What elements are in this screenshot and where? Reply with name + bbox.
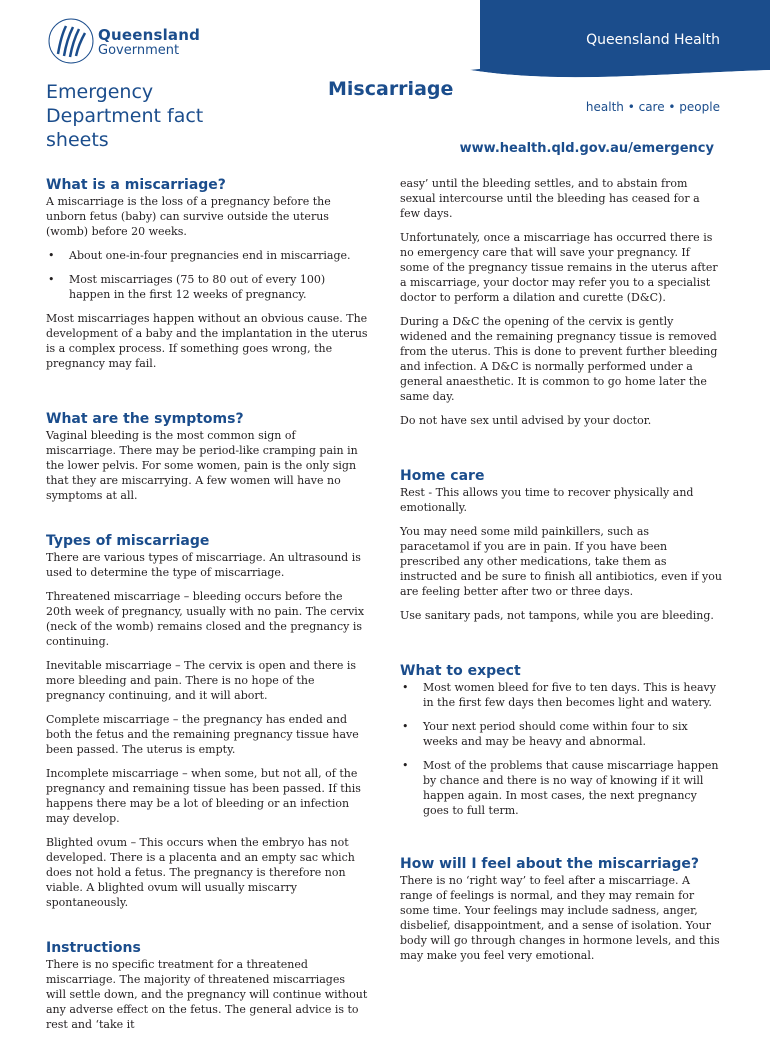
paragraph: Inevitable miscarriage – The cervix is open and there is more bleeding and pain. There is no hope of the pregnancy continuing, and it will abort. <box>46 659 356 702</box>
list-item: • Most women bleed for five to ten days. This is heavy in the first few days then becomes light and watery. <box>402 681 716 709</box>
logo-line2: Government <box>98 43 180 58</box>
paragraph: Rest - This allows you time to recover physically and emotionally. <box>400 486 694 514</box>
spacer <box>400 827 722 855</box>
page-header <box>0 0 770 158</box>
list-item: • Your next period should come within four to six weeks and may be heavy and abnormal. <box>402 720 688 748</box>
heading-types: Types of miscarriage <box>46 533 210 549</box>
list-item: • Most miscarriages (75 to 80 out of every 100) happen in the first 12 weeks of pregnancy. <box>48 273 326 301</box>
paragraph: Complete miscarriage – the pregnancy has ended and both the fetus and the remaining pregnancy tissue have been passed. The uterus is empty. <box>46 713 359 756</box>
paragraph: Blighted ovum – This occurs when the embryo has not developed. There is a placenta and an empty sac which does not hold a fetus. The pregnancy is therefore non viable. A blighted ovum will usually miscarry spontaneously. <box>46 836 355 909</box>
paragraph: Use sanitary pads, not tampons, while you are bleeding. <box>400 609 714 622</box>
paragraph: There is no ‘right way’ to feel after a miscarriage. A range of feelings is normal, and they may remain for some time. Your feelings may include sadness, anger, disbelief, disappointment, and a sense of isolation. Your body will go through changes in hormone levels, and this may make you feel very emotional. <box>400 874 720 962</box>
paragraph: A miscarriage is the loss of a pregnancy before the unborn fetus (baby) can survive outside the uterus (womb) before 20 weeks. <box>46 195 331 238</box>
sheet-title: Miscarriage <box>328 78 454 100</box>
heading-what-to-expect: What to expect <box>400 663 521 679</box>
list-item: • Most of the problems that cause miscarriage happen by chance and there is no way of knowing if it will happen again. In most cases, the next pregnancy goes to full term. <box>402 759 719 817</box>
bullet-list <box>400 680 722 818</box>
bullet-icon: • <box>402 720 409 733</box>
paragraph: Most miscarriages happen without an obvious cause. The development of a baby and the implantation in the uterus is a complex process. If something goes wrong, the pregnancy may fail. <box>46 312 368 370</box>
series-title: Emergency Department fact sheets <box>46 81 204 151</box>
left-column <box>46 176 368 1041</box>
strapline: health • care • people <box>585 100 720 114</box>
paragraph: During a D&C the opening of the cervix is gently widened and the remaining pregnancy tissue is removed from the uterus. This is done to prevent further bleeding and infection. A D&C is normally performed under a general anaesthetic. It is common to go home later the same day. <box>400 315 718 403</box>
spacer <box>400 632 722 662</box>
paragraph: Threatened miscarriage – bleeding occurs before the 20th week of pregnancy, usually with no pain. The cervix (neck of the womb) remains closed and the pregnancy is continuing. <box>46 590 365 648</box>
bullet-icon: • <box>48 273 55 286</box>
heading-what-is: What is a miscarriage? <box>46 177 226 193</box>
right-column <box>400 176 722 972</box>
paragraph: There are various types of miscarriage. An ultrasound is used to determine the type of miscarriage. <box>46 551 361 579</box>
paragraph: There is no specific treatment for a threatened miscarriage. The majority of threatened miscarriages will settle down, and the pregnancy will continue without any adverse effect on the fetus. The general advice is to rest and ‘take it <box>46 958 368 1031</box>
spacer <box>46 380 368 410</box>
paragraph: Incomplete miscarriage – when some, but not all, of the pregnancy and remaining tissue has been passed. If this happens there may be a lot of bleeding or an infection may develop. <box>46 767 361 825</box>
heading-how-will-i-feel: How will I feel about the miscarriage? <box>400 856 699 872</box>
website-link[interactable]: www.health.qld.gov.au/emergency <box>459 141 714 156</box>
queensland-crest-icon <box>44 16 98 66</box>
bullet-list <box>46 248 368 302</box>
bullet-icon: • <box>48 249 55 262</box>
paragraph: Vaginal bleeding is the most common sign of miscarriage. There may be period-like cramping pain in the lower pelvis. For some women, pain is the only sign that they are miscarrying. A few women will have no symptoms at all. <box>46 429 358 502</box>
paragraph: You may need some mild painkillers, such as paracetamol if you are in pain. If you have been prescribed any other medications, take them as instructed and be sure to finish all antibiotics, even if you are feeling better after two or three days. <box>400 525 722 598</box>
list-item: • About one-in-four pregnancies end in miscarriage. <box>48 249 351 262</box>
heading-symptoms: What are the symptoms? <box>46 411 244 427</box>
spacer <box>46 919 368 939</box>
spacer <box>46 512 368 532</box>
paragraph: Unfortunately, once a miscarriage has occurred there is no emergency care that will save your pregnancy. If some of the pregnancy tissue remains in the uterus after a miscarriage, your doctor may refer you to a specialist doctor to perform a dilation and curette (D&C). <box>400 231 718 304</box>
org-name: Queensland Health <box>586 32 720 48</box>
heading-instructions: Instructions <box>46 940 141 956</box>
bullet-icon: • <box>402 681 409 694</box>
paragraph: easy’ until the bleeding settles, and to abstain from sexual intercourse until the bleeding has ceased for a few days. <box>400 177 700 220</box>
bullet-icon: • <box>402 759 409 772</box>
heading-home-care: Home care <box>400 468 485 484</box>
logo-line1: Queensland <box>98 26 201 44</box>
spacer <box>400 437 722 467</box>
paragraph: Do not have sex until advised by your doctor. <box>400 414 652 427</box>
